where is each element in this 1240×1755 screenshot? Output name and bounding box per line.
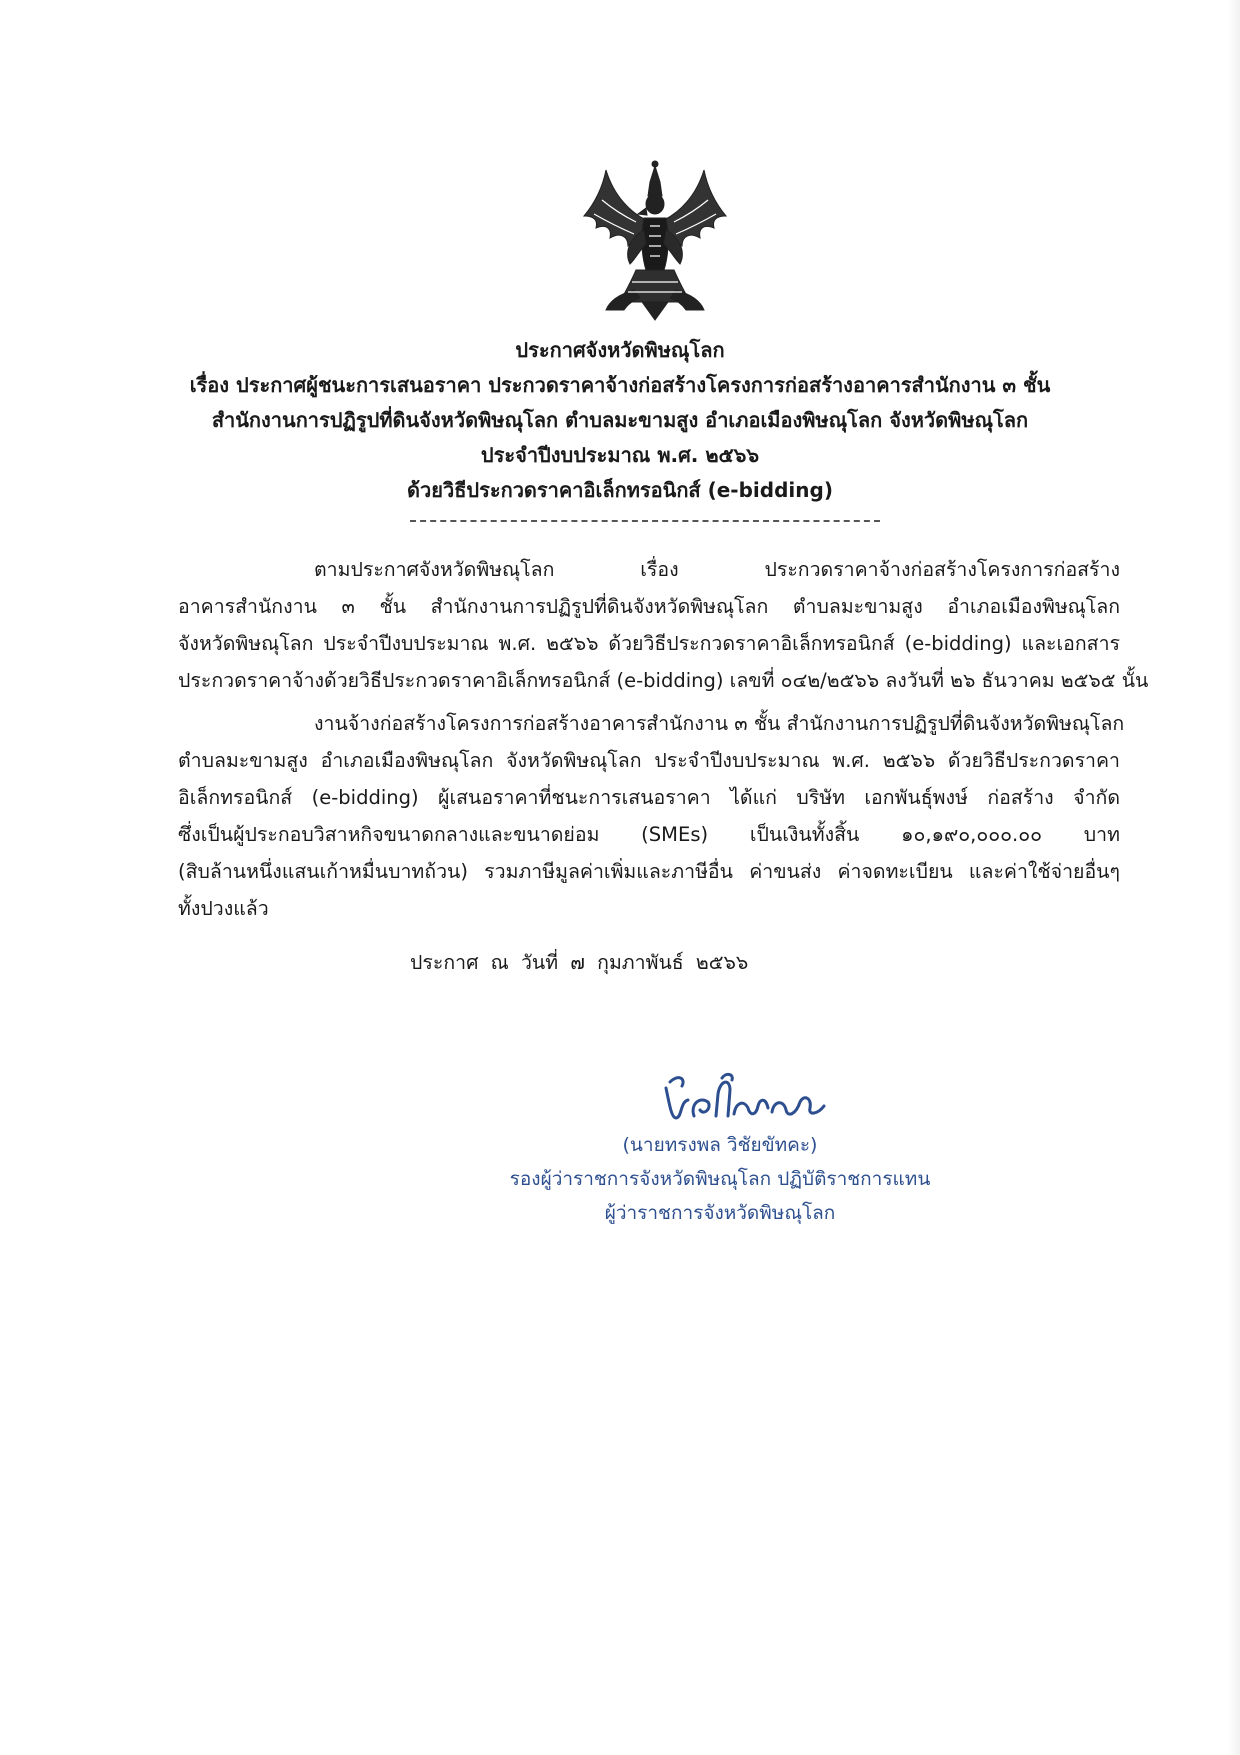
- paragraph-line: อาคารสำนักงาน ๓ ชั้น สำนักงานการปฏิรูปที่ดินจังหวัดพิษณุโลก ตำบลมะขามสูง อำเภอเมืองพิษณุโลก: [178, 595, 1120, 618]
- subject-line: ประจำปีงบประมาณ พ.ศ. ๒๕๖๖: [480, 443, 760, 467]
- body-paragraph-2: [178, 705, 1125, 927]
- paragraph-line: งานจ้างก่อสร้างโครงการก่อสร้างอาคารสำนักงาน ๓ ชั้น สำนักงานการปฏิรูปที่ดินจังหวัดพิษณุโลก: [314, 712, 1125, 735]
- paragraph-line: อิเล็กทรอนิกส์ (e-bidding) ผู้เสนอราคาที่ชนะการเสนอราคา ได้แก่ บริษัท เอกพันธุ์พงษ์ ก่อสร้าง จำกัด: [178, 786, 1120, 809]
- announcement-title: ประกาศจังหวัดพิษณุโลก: [515, 338, 725, 362]
- signer-title: รองผู้ว่าราชการจังหวัดพิษณุโลก ปฏิบัติราชการแทน: [509, 1168, 931, 1190]
- signer-title: ผู้ว่าราชการจังหวัดพิษณุโลก: [604, 1202, 836, 1224]
- garuda-emblem-icon: [580, 160, 730, 322]
- paragraph-line: ทั้งปวงแล้ว: [178, 897, 269, 920]
- subject-line: เรื่อง ประกาศผู้ชนะการเสนอราคา ประกวดราคาจ้างก่อสร้างโครงการก่อสร้างอาคารสำนักงาน ๓ ชั้น: [189, 373, 1051, 397]
- announcement-heading: [170, 333, 1070, 508]
- dashed-divider: [410, 520, 880, 522]
- paragraph-line: จังหวัดพิษณุโลก ประจำปีงบประมาณ พ.ศ. ๒๕๖๖ ด้วยวิธีประกวดราคาอิเล็กทรอนิกส์ (e-bidding) และเอกสาร: [178, 632, 1120, 655]
- paragraph-line: ตามประกาศจังหวัดพิษณุโลก เรื่อง ประกวดราคาจ้างก่อสร้างโครงการก่อสร้าง: [314, 558, 1120, 581]
- subject-line: ด้วยวิธีประกวดราคาอิเล็กทรอนิกส์ (e-bidding): [407, 478, 833, 502]
- paragraph-line: ตำบลมะขามสูง อำเภอเมืองพิษณุโลก จังหวัดพิษณุโลก ประจำปีงบประมาณ พ.ศ. ๒๕๖๖ ด้วยวิธีประกวดราคา: [178, 749, 1120, 772]
- subject-line: สำนักงานการปฏิรูปที่ดินจังหวัดพิษณุโลก ตำบลมะขามสูง อำเภอเมืองพิษณุโลก จังหวัดพิษณุโลก: [211, 408, 1029, 432]
- announcement-date: ประกาศ ณ วันที่ ๗ กุมภาพันธ์ ๒๕๖๖: [410, 951, 749, 974]
- handwritten-signature: [660, 1068, 830, 1124]
- body-paragraph-1: [178, 551, 1149, 699]
- signer-block: [470, 1128, 970, 1230]
- paragraph-line: (สิบล้านหนึ่งแสนเก้าหมื่นบาทถ้วน) รวมภาษีมูลค่าเพิ่มและภาษีอื่น ค่าขนส่ง ค่าจดทะเบียน และค่าใช้จ่ายอื่นๆ: [178, 860, 1120, 883]
- signer-name: (นายทรงพล วิชัยขัทคะ): [622, 1134, 818, 1156]
- scan-edge: [1228, 0, 1240, 1755]
- paragraph-line: ซึ่งเป็นผู้ประกอบวิสาหกิจขนาดกลางและขนาดย่อม (SMEs) เป็นเงินทั้งสิ้น ๑๐,๑๙๐,๐๐๐.๐๐ บาท: [178, 823, 1120, 846]
- paragraph-line: ประกวดราคาจ้างด้วยวิธีประกวดราคาอิเล็กทรอนิกส์ (e-bidding) เลขที่ ๐๔๒/๒๕๖๖ ลงวันที่ ๒๖ ธันวาคม ๒๕๖๕ นั้น: [178, 669, 1149, 692]
